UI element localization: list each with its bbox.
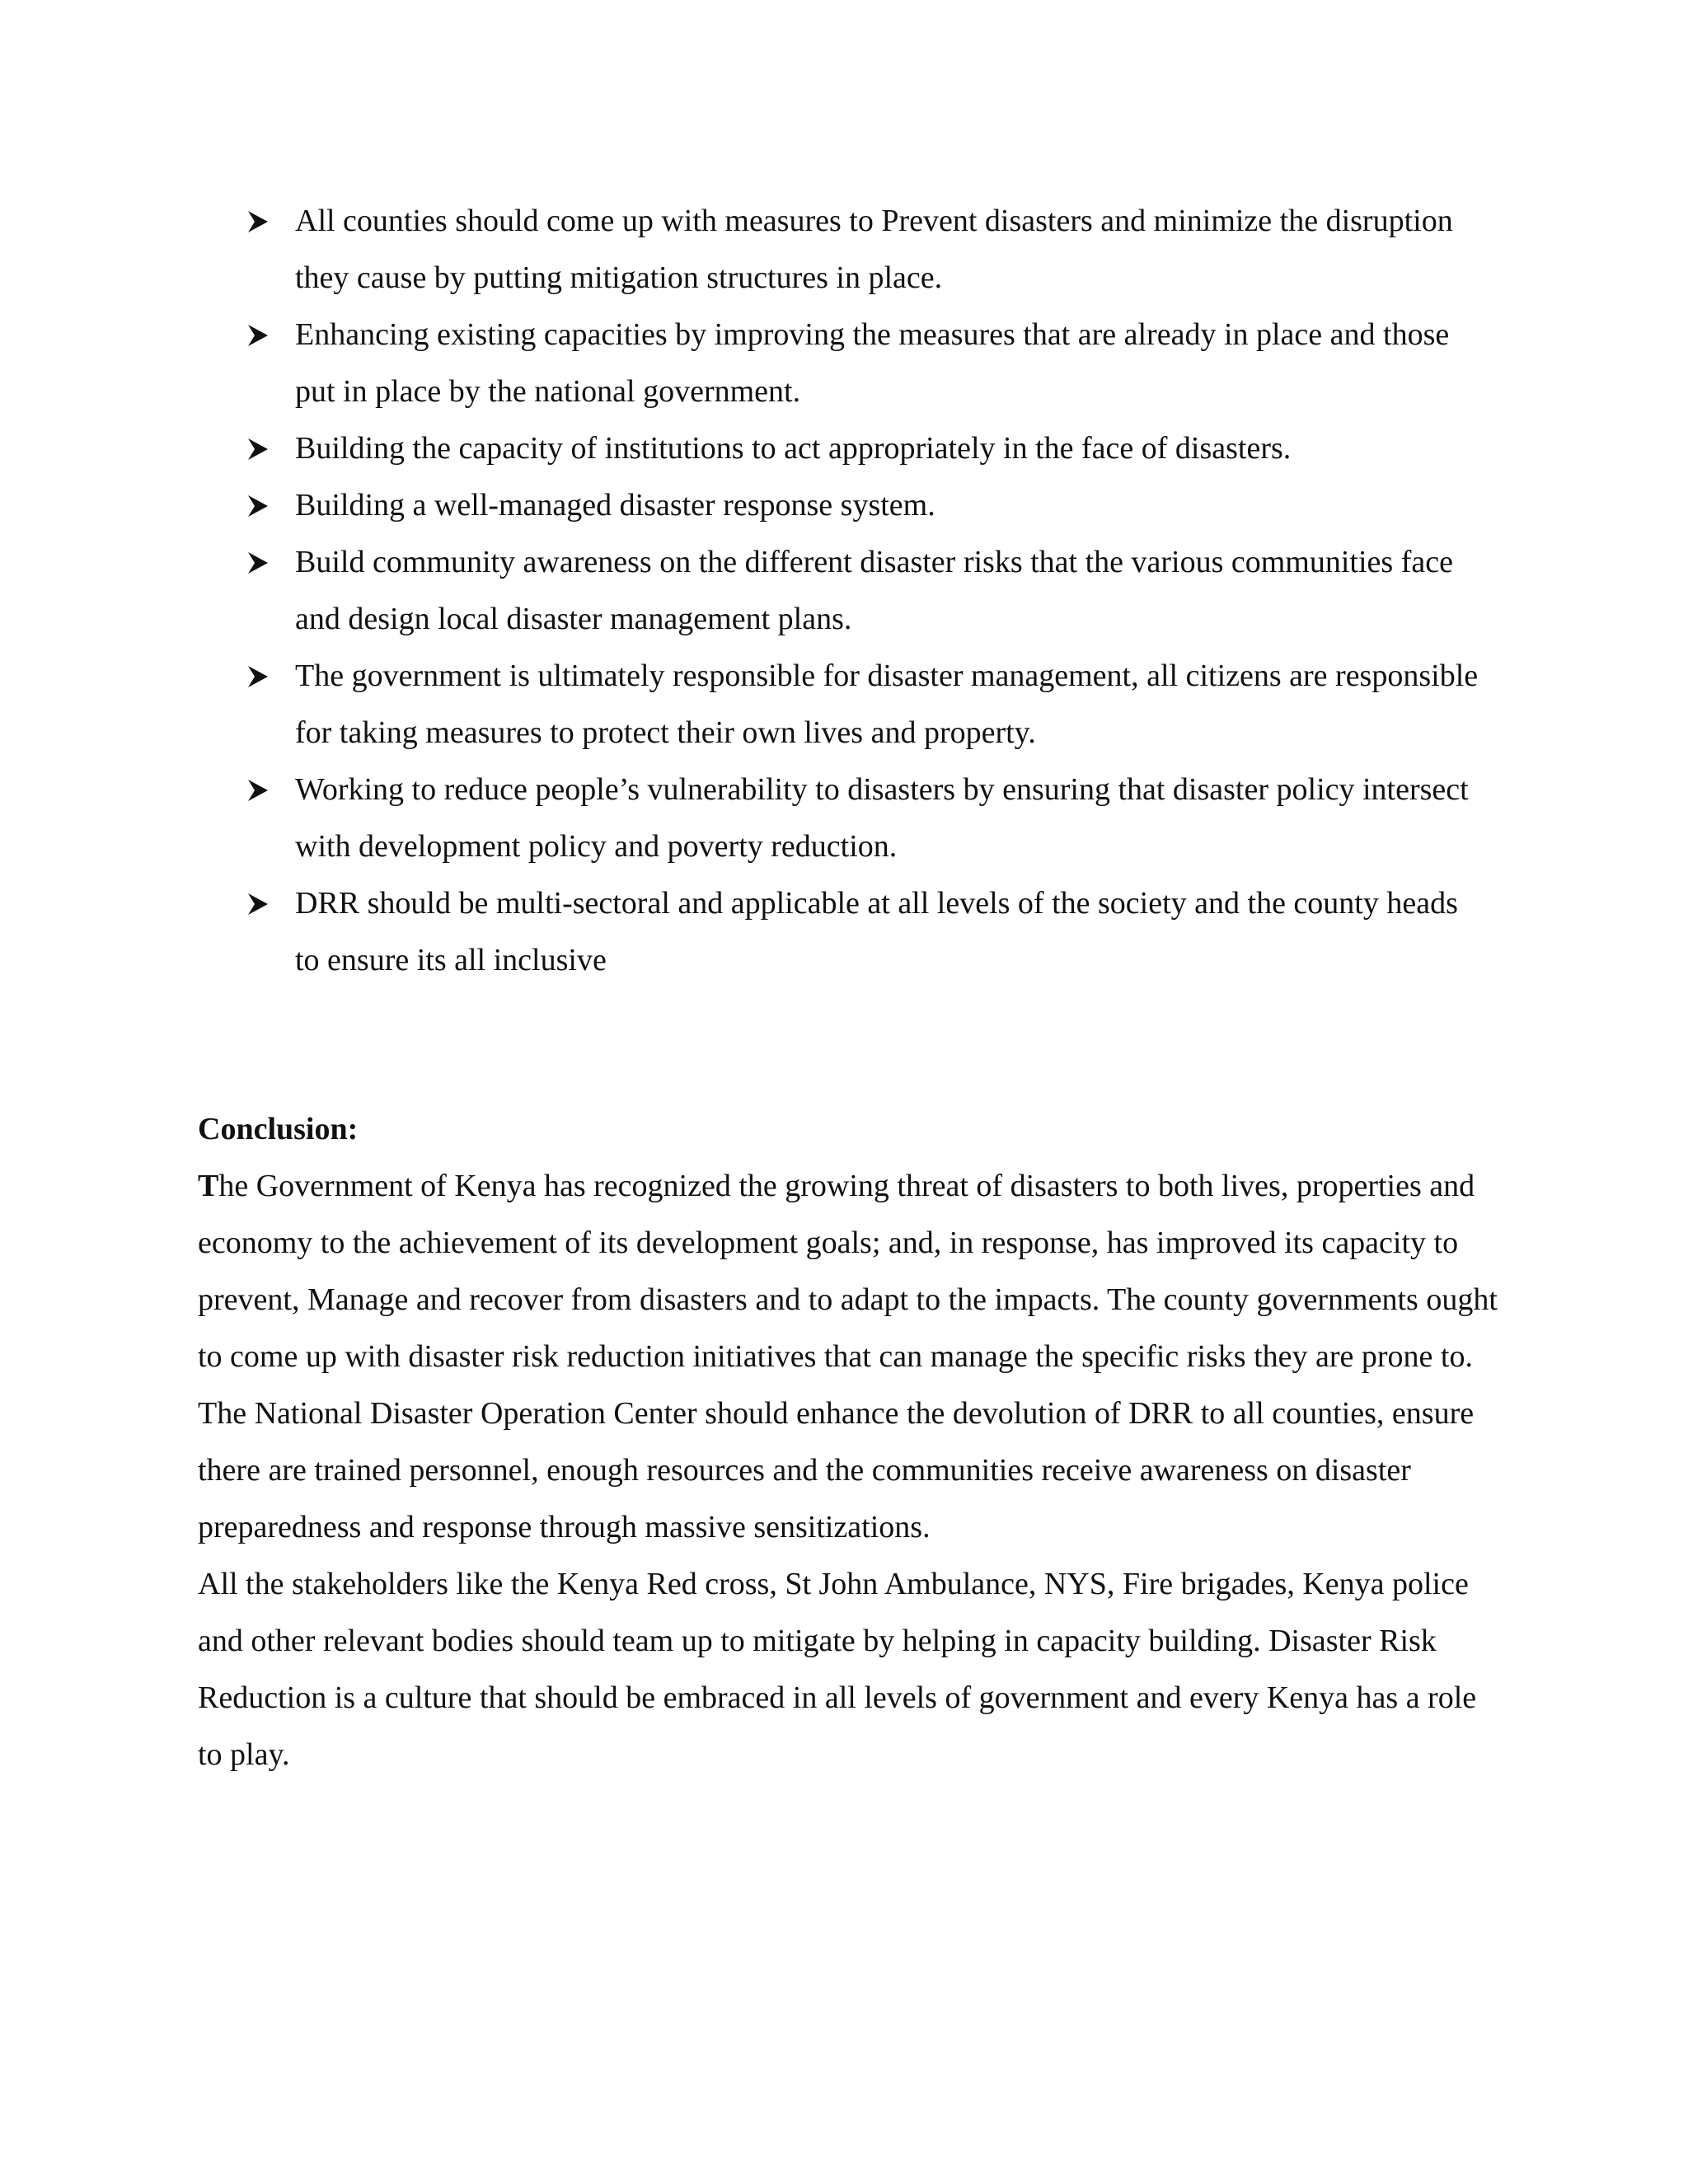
bullet-text: Build community awareness on the different disaster risks that the various communities face and design local disaster management plans.	[295, 545, 1453, 636]
conclusion-paragraph-3: All the stakeholders like the Kenya Red cross, St John Ambulance, NYS, Fire brigades, Kenya police and other relevant bodies should team up to mitigate by helping in capacity building. Disaster Risk Reduction is a culture that should be embraced in all levels of government and every Kenya has a role to play.	[198, 1567, 1477, 1772]
arrowhead-bullet-icon	[247, 307, 280, 363]
list-item	[247, 420, 1484, 477]
bullet-text: All counties should come up with measures to Prevent disasters and minimize the disruption they cause by putting mitigation structures in place.	[295, 204, 1453, 295]
list-item	[247, 875, 1484, 989]
arrowhead-bullet-icon	[247, 420, 280, 477]
bullet-text: The government is ultimately responsible for disaster management, all citizens are responsible for taking measures to protect their own lives and property.	[295, 658, 1479, 750]
bullet-text: Enhancing existing capacities by improving the measures that are already in place and those put in place by the national government.	[295, 317, 1450, 409]
bullet-text: Building the capacity of institutions to act appropriately in the face of disasters.	[295, 431, 1292, 466]
conclusion-section	[198, 1101, 1500, 1783]
arrowhead-bullet-icon	[247, 762, 280, 818]
drop-letter: T	[198, 1169, 219, 1203]
list-item	[247, 193, 1484, 307]
conclusion-paragraph-1-text: he Government of Kenya has recognized the growing threat of disasters to both lives, properties and economy to the achievement of its development goals; and, in response, has improved its capacity to prevent, Manage and recover from disasters and to adapt to the impacts. The county governments ought to come up with disaster risk reduction initiatives that can manage the specific risks they are prone to.	[198, 1169, 1498, 1374]
list-item	[247, 648, 1484, 762]
conclusion-paragraph-2: The National Disaster Operation Center should enhance the devolution of DRR to all counties, ensure there are trained personnel, enough resources and the communities receive awareness on disaster preparedness and response through massive sensitizations.	[198, 1396, 1475, 1544]
arrowhead-bullet-icon	[247, 534, 280, 591]
conclusion-paragraph-1	[198, 1158, 1500, 1385]
list-item	[247, 762, 1484, 875]
list-item	[247, 307, 1484, 420]
bullet-list	[247, 193, 1484, 989]
arrowhead-bullet-icon	[247, 193, 280, 250]
bullet-text: Working to reduce people’s vulnerability to disasters by ensuring that disaster policy intersect with development policy and poverty reduction.	[295, 772, 1469, 864]
list-item	[247, 534, 1484, 648]
bullet-text: Building a well-managed disaster response system.	[295, 488, 935, 523]
arrowhead-bullet-icon	[247, 648, 280, 705]
conclusion-heading: Conclusion:	[198, 1112, 359, 1146]
bullet-text: DRR should be multi-sectoral and applicable at all levels of the society and the county heads to ensure its all inclusive	[295, 886, 1458, 977]
arrowhead-bullet-icon	[247, 875, 280, 932]
arrowhead-bullet-icon	[247, 477, 280, 534]
list-item	[247, 477, 1484, 534]
